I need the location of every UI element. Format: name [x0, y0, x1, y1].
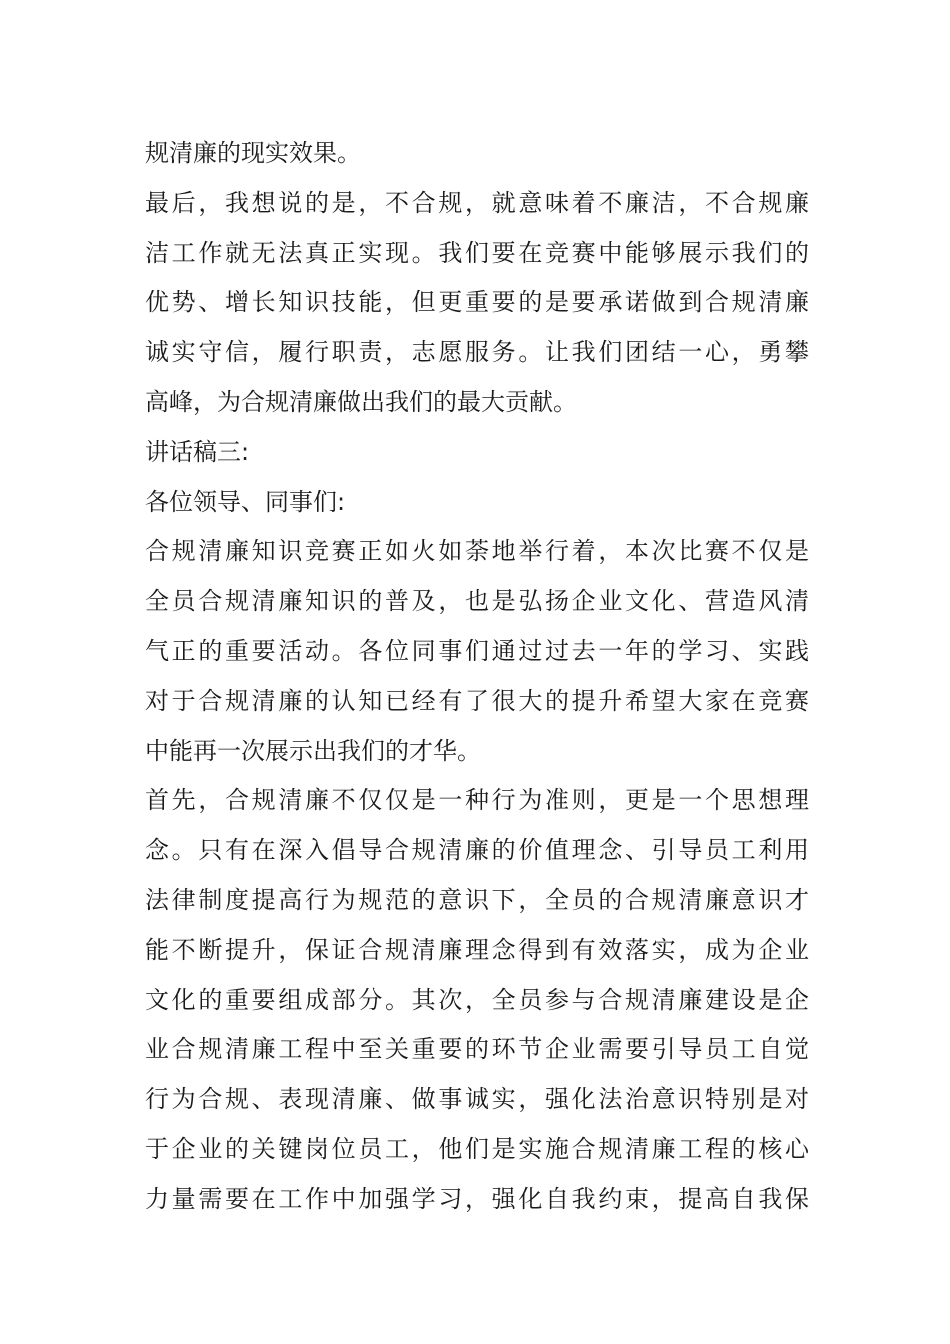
text-line: 业合规清廉工程中至关重要的环节企业需要引导员工自觉 [145, 1035, 809, 1064]
text-line: 能不断提升，保证合规清廉理念得到有效落实，成为企业 [145, 935, 809, 964]
text-line: 力量需要在工作中加强学习，强化自我约束，提高自我保 [145, 1184, 809, 1213]
text-line: 规清廉的现实效果。 [145, 139, 361, 167]
text-line: 中能再一次展示出我们的才华。 [145, 736, 481, 765]
text-line: 各位领导、同事们: [145, 487, 346, 516]
text-line: 讲话稿三: [145, 437, 250, 466]
text-line: 念。只有在深入倡导合规清廉的价值理念、引导员工利用 [145, 836, 809, 865]
text-line: 气正的重要活动。各位同事们通过过去一年的学习、实践 [145, 636, 809, 665]
text-line: 行为合规、表现清廉、做事诚实，强化法治意识特别是对 [145, 1085, 809, 1114]
text-line: 诚实守信，履行职责，志愿服务。让我们团结一心，勇攀 [145, 338, 809, 367]
text-line: 高峰，为合规清廉做出我们的最大贡献。 [145, 387, 577, 416]
text-line: 最后，我想说的是，不合规，就意味着不廉洁，不合规廉 [145, 188, 809, 217]
text-line: 洁工作就无法真正实现。我们要在竞赛中能够展示我们的 [145, 238, 809, 267]
text-line: 首先，合规清廉不仅仅是一种行为准则，更是一个思想理 [145, 786, 809, 815]
text-line: 全员合规清廉知识的普及，也是弘扬企业文化、营造风清 [145, 587, 809, 616]
text-line: 文化的重要组成部分。其次，全员参与合规清廉建设是企 [145, 985, 809, 1014]
text-line: 于企业的关键岗位员工，他们是实施合规清廉工程的核心 [145, 1134, 809, 1163]
text-line: 对于合规清廉的认知已经有了很大的提升希望大家在竞赛 [145, 686, 809, 715]
text-line: 优势、增长知识技能，但更重要的是要承诺做到合规清廉 [145, 288, 809, 317]
document-page [145, 129, 809, 1225]
text-line: 合规清廉知识竞赛正如火如荼地举行着，本次比赛不仅是 [145, 537, 809, 566]
text-line: 法律制度提高行为规范的意识下，全员的合规清廉意识才 [145, 885, 809, 914]
